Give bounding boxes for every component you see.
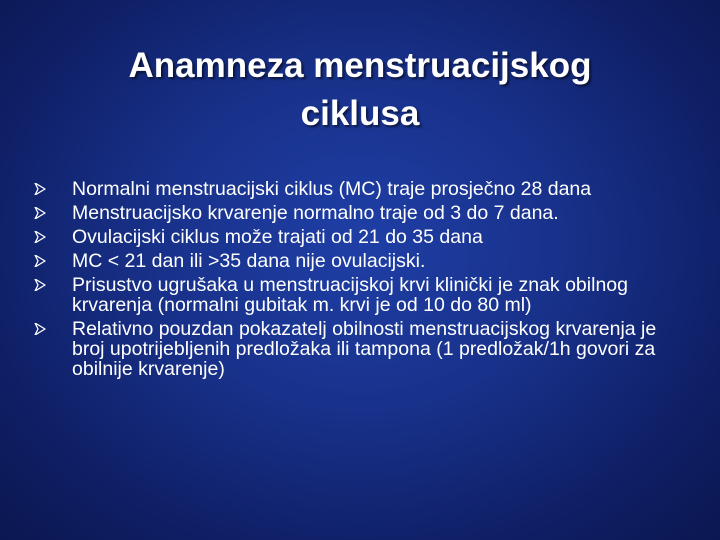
- arrowhead-bullet-icon: [34, 183, 46, 195]
- bullet-item: [34, 251, 694, 271]
- bullet-text: MC < 21 dan ili >35 dana nije ovulacijski.: [72, 250, 426, 272]
- bullet-item: [34, 275, 694, 315]
- arrowhead-bullet-icon: [34, 255, 46, 267]
- bullet-text: Prisustvo ugrušaka u menstruacijskoj krvi klinički je znak obilnog krvarenja (normalni gubitak m. krvi je od 10 do 80 ml): [72, 274, 628, 316]
- arrowhead-bullet-icon: [34, 231, 46, 243]
- arrowhead-bullet-icon: [34, 279, 46, 291]
- bullet-item: [34, 203, 694, 223]
- arrowhead-bullet-icon: [34, 207, 46, 219]
- bullet-text: Relativno pouzdan pokazatelj obilnosti menstruacijskog krvarenja je broj upotrijebljenih predložaka ili tampona (1 predložak/1h govori za obilnije krvarenje): [72, 318, 657, 380]
- bullet-item: [34, 179, 694, 199]
- slide-title-line-1: Anamneza menstruacijskog: [128, 46, 592, 85]
- bullet-item: [34, 227, 694, 247]
- bullet-item: [34, 319, 694, 379]
- arrowhead-bullet-icon: [34, 323, 46, 335]
- bullet-list: [34, 179, 694, 383]
- bullet-text: Ovulacijski ciklus može trajati od 21 do 35 dana: [72, 226, 483, 248]
- slide-title: [60, 42, 660, 138]
- slide-title-line-2: ciklusa: [300, 94, 420, 133]
- bullet-text: Menstruacijsko krvarenje normalno traje od 3 do 7 dana.: [72, 202, 559, 224]
- bullet-text: Normalni menstruacijski ciklus (MC) traje prosječno 28 dana: [72, 178, 592, 200]
